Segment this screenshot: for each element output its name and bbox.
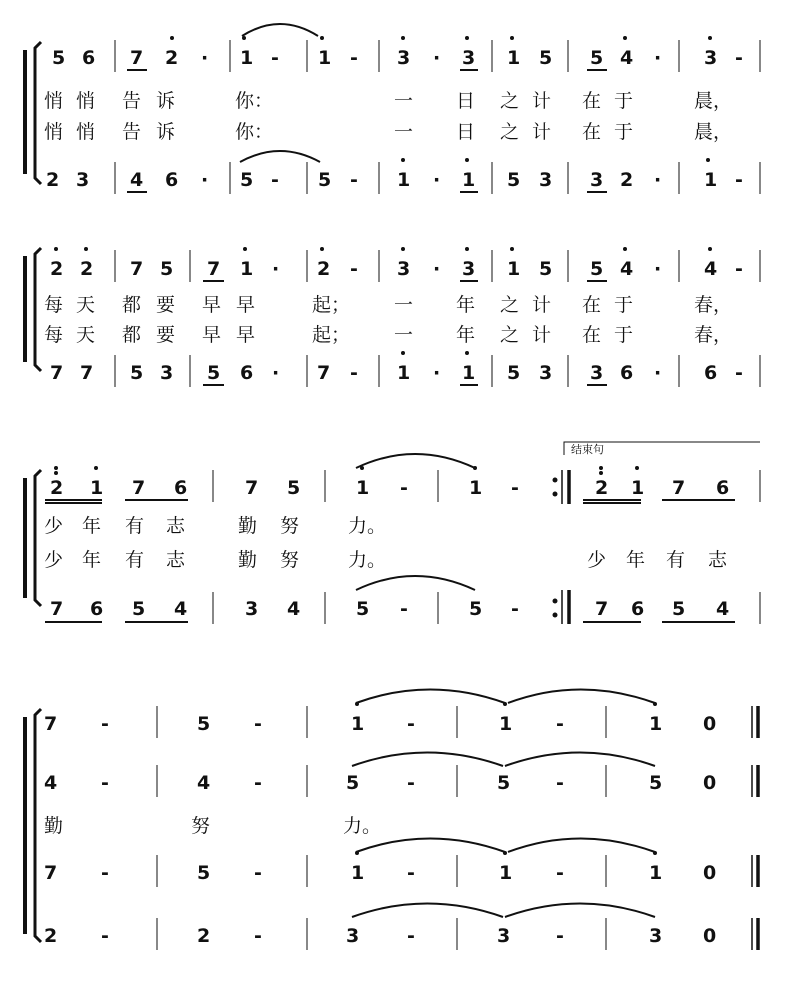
note: 1	[351, 713, 365, 735]
lyric: 起；	[312, 294, 351, 316]
note: 3	[397, 258, 411, 280]
note: 1	[631, 477, 645, 499]
note: 2	[50, 258, 64, 280]
lyric: 早	[202, 294, 222, 316]
note: 3	[346, 925, 360, 947]
lyric: 力。	[343, 815, 382, 837]
note: 1	[499, 862, 513, 884]
note: 2	[620, 169, 634, 191]
lyric: 有	[125, 549, 145, 571]
system-2-top-notes	[50, 258, 743, 280]
lyric: 志	[166, 515, 186, 537]
note: -	[556, 862, 564, 884]
note: -	[407, 772, 415, 794]
note: 4	[174, 598, 188, 620]
note: 3	[497, 925, 511, 947]
lyric: 力。	[348, 515, 387, 537]
note: 7	[245, 477, 259, 499]
lyric: 在	[582, 324, 602, 346]
note: 1	[318, 47, 332, 69]
note: 3	[590, 362, 604, 384]
note: 0	[703, 925, 717, 947]
note: ·	[272, 258, 280, 280]
note: 3	[590, 169, 604, 191]
note: 3	[462, 258, 476, 280]
note: 2	[50, 477, 64, 499]
note: 4	[620, 258, 634, 280]
note: -	[511, 598, 519, 620]
system-1-lyrics-2	[44, 121, 732, 143]
note: 3	[160, 362, 174, 384]
lyric: 努	[280, 549, 300, 571]
note: ·	[654, 169, 662, 191]
lyric: 晨，	[694, 121, 733, 143]
note: -	[556, 772, 564, 794]
note: 4	[716, 598, 730, 620]
note: 7	[672, 477, 686, 499]
lyric: 悄	[44, 121, 64, 143]
note: 0	[703, 862, 717, 884]
note: -	[101, 772, 109, 794]
lyric: 之	[500, 121, 520, 143]
system-3-bottom-notes	[50, 598, 729, 620]
note: 7	[132, 477, 146, 499]
note: 5	[590, 47, 604, 69]
note: -	[350, 169, 358, 191]
lyric: 你：	[235, 121, 274, 143]
note: -	[350, 258, 358, 280]
note: 5	[356, 598, 370, 620]
lyric: 年	[82, 515, 102, 537]
note: -	[407, 862, 415, 884]
note: 2	[317, 258, 331, 280]
lyric: 有	[666, 549, 686, 571]
note: -	[400, 598, 408, 620]
lyric: 一	[394, 324, 414, 346]
note: -	[254, 925, 262, 947]
note: -	[511, 477, 519, 499]
note: 7	[130, 258, 144, 280]
lyric: 诉	[156, 121, 176, 143]
note: 5	[130, 362, 144, 384]
lyric: 少	[587, 549, 607, 571]
system-4-row-2	[44, 772, 716, 794]
lyric: 有	[125, 515, 145, 537]
lyric: 都	[122, 294, 142, 316]
note: -	[556, 925, 564, 947]
system-4-row-4	[44, 925, 716, 947]
note: -	[271, 47, 279, 69]
lyric: 少	[44, 515, 64, 537]
note: 6	[716, 477, 730, 499]
note: 1	[469, 477, 483, 499]
lyric: 早	[236, 294, 256, 316]
note: 5	[287, 477, 301, 499]
lyric: 勤	[238, 549, 258, 571]
lyric: 一	[394, 121, 414, 143]
note: 3	[76, 169, 90, 191]
note: ·	[654, 47, 662, 69]
note: -	[271, 169, 279, 191]
note: -	[735, 47, 743, 69]
lyric: 要	[156, 294, 176, 316]
note: 1	[704, 169, 718, 191]
note: ·	[654, 258, 662, 280]
lyric: 每	[44, 294, 64, 316]
note: -	[400, 477, 408, 499]
note: 5	[469, 598, 483, 620]
system-1-lyrics-1	[44, 90, 732, 112]
system-1-bottom-notes	[46, 169, 743, 191]
note: 4	[130, 169, 144, 191]
note: -	[101, 713, 109, 735]
lyric: 要	[156, 324, 176, 346]
lyric: 在	[582, 294, 602, 316]
note: 6	[240, 362, 254, 384]
note: 7	[595, 598, 609, 620]
system-1-top-notes	[52, 47, 743, 69]
note: 2	[46, 169, 60, 191]
note: 1	[507, 47, 521, 69]
note: 5	[346, 772, 360, 794]
note: 2	[165, 47, 179, 69]
note: 1	[356, 477, 370, 499]
note: 7	[130, 47, 144, 69]
note: 5	[160, 258, 174, 280]
note: -	[254, 862, 262, 884]
lyric: 计	[532, 294, 552, 316]
note: -	[254, 772, 262, 794]
note: -	[350, 362, 358, 384]
note: 5	[197, 862, 211, 884]
lyric: 悄	[76, 90, 96, 112]
note: 1	[240, 258, 254, 280]
note: 5	[672, 598, 686, 620]
lyric: 你：	[235, 90, 274, 112]
system-3-lyrics-2	[44, 549, 728, 571]
note: 6	[174, 477, 188, 499]
system-3-lyrics-1	[44, 515, 386, 537]
note: 5	[649, 772, 663, 794]
lyric: 告	[122, 121, 142, 143]
lyric: 日	[456, 121, 476, 143]
lyric: 计	[532, 121, 552, 143]
note: ·	[201, 169, 209, 191]
note: 4	[197, 772, 211, 794]
note: -	[735, 169, 743, 191]
lyric: 告	[122, 90, 142, 112]
system-3-top-notes	[50, 477, 729, 499]
note: 5	[539, 47, 553, 69]
note: 5	[507, 362, 521, 384]
lyric: 年	[456, 294, 476, 316]
note: ·	[433, 169, 441, 191]
note: 1	[397, 362, 411, 384]
note: 3	[704, 47, 718, 69]
note: 1	[240, 47, 254, 69]
note: 1	[397, 169, 411, 191]
lyric: 年	[626, 549, 646, 571]
note: 3	[539, 169, 553, 191]
note: ·	[433, 47, 441, 69]
note: -	[735, 258, 743, 280]
lyric: 于	[614, 90, 634, 112]
note: 4	[44, 772, 58, 794]
lyric: 年	[82, 549, 102, 571]
system-4-row-3	[44, 862, 716, 884]
lyric: 日	[456, 90, 476, 112]
note: 5	[318, 169, 332, 191]
note: 5	[207, 362, 221, 384]
note: 6	[620, 362, 634, 384]
note: -	[350, 47, 358, 69]
note: 4	[287, 598, 301, 620]
note: 7	[44, 713, 58, 735]
note: 2	[44, 925, 58, 947]
note: -	[101, 925, 109, 947]
note: ·	[272, 362, 280, 384]
system-4-lyrics	[44, 815, 381, 837]
note: 4	[620, 47, 634, 69]
note: -	[254, 713, 262, 735]
note: 4	[704, 258, 718, 280]
lyric: 年	[456, 324, 476, 346]
note: 0	[703, 713, 717, 735]
lyric: 起；	[312, 324, 351, 346]
lyric: 春，	[694, 324, 733, 346]
lyric: 在	[582, 121, 602, 143]
lyric: 早	[236, 324, 256, 346]
note: -	[101, 862, 109, 884]
ending-label: 结束句	[571, 443, 604, 456]
note: 1	[507, 258, 521, 280]
note: ·	[201, 47, 209, 69]
note: ·	[654, 362, 662, 384]
system-2-bottom-notes	[50, 362, 743, 384]
note: -	[556, 713, 564, 735]
note: 2	[197, 925, 211, 947]
lyric: 少	[44, 549, 64, 571]
note: 6	[90, 598, 104, 620]
lyric: 努	[280, 515, 300, 537]
note: 5	[539, 258, 553, 280]
lyric: 一	[394, 294, 414, 316]
note: 7	[44, 862, 58, 884]
lyric: 天	[76, 324, 96, 346]
note: 6	[704, 362, 718, 384]
note: ·	[433, 362, 441, 384]
lyric: 计	[532, 324, 552, 346]
note: 3	[649, 925, 663, 947]
lyric: 都	[122, 324, 142, 346]
lyric: 勤	[238, 515, 258, 537]
note: 1	[90, 477, 104, 499]
note: 7	[317, 362, 331, 384]
lyric: 计	[532, 90, 552, 112]
lyric: 之	[500, 90, 520, 112]
system-4-row-1	[44, 713, 716, 735]
system-2-lyrics-2	[44, 324, 732, 346]
note: 1	[462, 362, 476, 384]
lyric: 于	[614, 324, 634, 346]
lyric: 志	[166, 549, 186, 571]
lyric: 于	[614, 294, 634, 316]
note: 5	[497, 772, 511, 794]
note: ·	[433, 258, 441, 280]
lyric: 早	[202, 324, 222, 346]
note: 5	[132, 598, 146, 620]
lyric: 悄	[44, 90, 64, 112]
note: 1	[649, 862, 663, 884]
note: 7	[50, 362, 64, 384]
system-2-lyrics-1	[44, 294, 732, 316]
lyric: 努	[191, 815, 211, 837]
note: 6	[631, 598, 645, 620]
note: 1	[462, 169, 476, 191]
note: 5	[197, 713, 211, 735]
note: 7	[207, 258, 221, 280]
lyric: 勤	[44, 815, 64, 837]
note: -	[407, 925, 415, 947]
note: 3	[462, 47, 476, 69]
note: 5	[590, 258, 604, 280]
lyric: 之	[500, 324, 520, 346]
lyric: 诉	[156, 90, 176, 112]
note: 7	[50, 598, 64, 620]
note: 3	[245, 598, 259, 620]
lyric: 天	[76, 294, 96, 316]
lyric: 志	[708, 549, 728, 571]
lyric: 悄	[76, 121, 96, 143]
note: 5	[52, 47, 66, 69]
lyric: 在	[582, 90, 602, 112]
note: 3	[539, 362, 553, 384]
lyric: 春，	[694, 294, 733, 316]
lyric: 于	[614, 121, 634, 143]
note: 1	[499, 713, 513, 735]
note: 1	[649, 713, 663, 735]
note: -	[407, 713, 415, 735]
note: 6	[165, 169, 179, 191]
lyric: 晨，	[694, 90, 733, 112]
note: 2	[595, 477, 609, 499]
note: 3	[397, 47, 411, 69]
note: 0	[703, 772, 717, 794]
note: 5	[240, 169, 254, 191]
note: 1	[351, 862, 365, 884]
lyric: 力。	[348, 549, 387, 571]
note: 7	[80, 362, 94, 384]
lyric: 每	[44, 324, 64, 346]
note: -	[735, 362, 743, 384]
note: 2	[80, 258, 94, 280]
lyric: 一	[394, 90, 414, 112]
note: 5	[507, 169, 521, 191]
note: 6	[82, 47, 96, 69]
lyric: 之	[500, 294, 520, 316]
